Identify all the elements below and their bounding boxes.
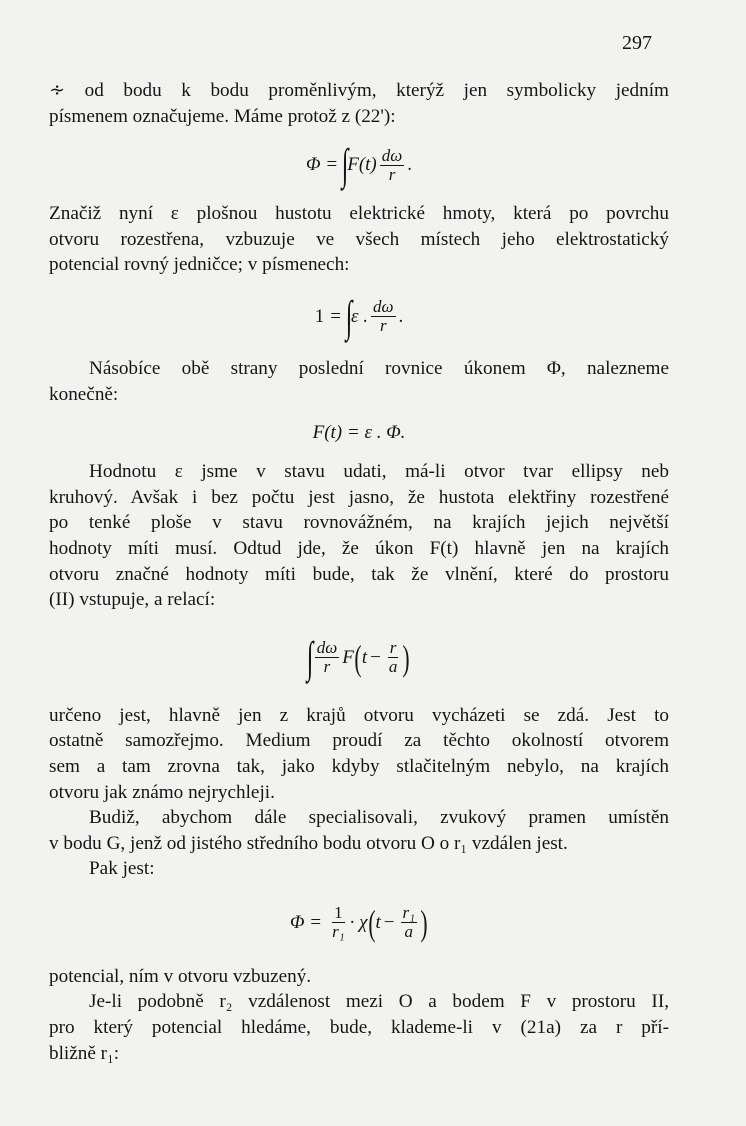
- text-line: Násobíce obě strany poslední rovnice úkonem Φ, nalezneme: [89, 357, 669, 379]
- integral-sign: ∫: [341, 140, 349, 190]
- text-line: potencial rovný jedničce; v písmenech:: [49, 254, 350, 276]
- text-line: Budiž, abychom dále specialisovali, zvukový pramen umístěn: [89, 807, 669, 829]
- equation-2: 1 = ∫ ε . $\frac{d\omega}{r}$ .: [314, 291, 404, 341]
- page-number: 297: [622, 32, 652, 54]
- text-line: pro který potencial hledáme, bude, klademe-li v (21a) za r pří-: [49, 1017, 669, 1039]
- text-line: ostatně samozřejmo. Medium proudí za těchto okolností otvorem: [49, 730, 669, 752]
- text-line: konečně:: [49, 383, 119, 405]
- text-line: (II) vstupuje, a relací:: [49, 589, 216, 611]
- fraction: $\frac{1}{\text{r₁}}$: [332, 903, 345, 942]
- text-line: hodnoty míti musí. Odtud jde, že úkon F(t) hlavně jen na krajích: [49, 537, 669, 559]
- text-body: [49, 78, 669, 1066]
- text-line: písmenem označujeme. Máme protož z (22'):: [49, 105, 396, 127]
- text-line: určeno jest, hlavně jen z krajů otvoru vycházeti se zdá. Jest to: [49, 704, 669, 726]
- text-line: otvoru značné hodnoty míti bude, tak že vlnění, které do prostoru: [49, 563, 669, 585]
- integral-sign: ∫: [306, 632, 314, 682]
- fraction: $\frac{\text{r₁}}{a}$: [402, 903, 416, 942]
- fraction: $\frac{r}{a}$: [388, 638, 398, 677]
- text-line: otvoru jak známo nejrychleji.: [49, 781, 275, 803]
- text-line: kruhový. Avšak i bez počtu jest jasno, že hustota elektřiny rozestřené: [49, 486, 669, 508]
- text-line: potencial, ním v otvoru vzbuzený.: [49, 965, 312, 987]
- text-line: v bodu G, jenž od jistého středního bodu otvoru O o r₁ vzdálen jest.: [49, 832, 568, 854]
- equation-3: F(t) = ε . Φ.: [312, 422, 406, 444]
- text-line: bližně r₁:: [49, 1042, 120, 1064]
- text-line: Pak jest:: [89, 858, 155, 880]
- text-line: sem a tam zrovna tak, jako kdyby stlačitelným nebylo, na krajích: [49, 755, 669, 777]
- fraction: $\frac{d\omega}{r}$: [373, 297, 394, 336]
- equation-5: Φ = $\frac{1}{\text{r₁}}$ · χ ( t − $\frac{\text{r₁}}{a}$ ): [289, 902, 428, 943]
- text-line: ∻ od bodu k bodu proměnlivým, kterýž jen symbolicky jedním: [49, 80, 669, 101]
- fraction: $\frac{d\omega}{r}$: [381, 145, 403, 184]
- integral-sign: ∫: [345, 291, 353, 341]
- equation-4: ∫ $\frac{d\omega}{r}$ F ( t − $\frac{r}{a}$ ): [306, 632, 410, 682]
- fraction: $\frac{d\omega}{r}$: [316, 638, 338, 677]
- text-line: Hodnotu ε jsme v stavu udati, má-li otvor tvar ellipsy neb: [89, 461, 669, 483]
- text-line: po tenké ploše v stavu rovnovážném, na krajích jejich největší: [49, 512, 669, 534]
- text-line: otvoru rozestřena, vzbuzuje ve všech místech jeho elektrostatický: [49, 228, 669, 250]
- text-line: Je-li podobně r₂ vzdálenost mezi O a bodem F v prostoru II,: [89, 991, 669, 1013]
- text-line: Značiž nyní ε plošnou hustotu elektrické hmoty, která po povrchu: [49, 203, 669, 225]
- equation-1: Φ = ∫ F (t) $\frac{d\omega}{r}$ .: [305, 140, 413, 190]
